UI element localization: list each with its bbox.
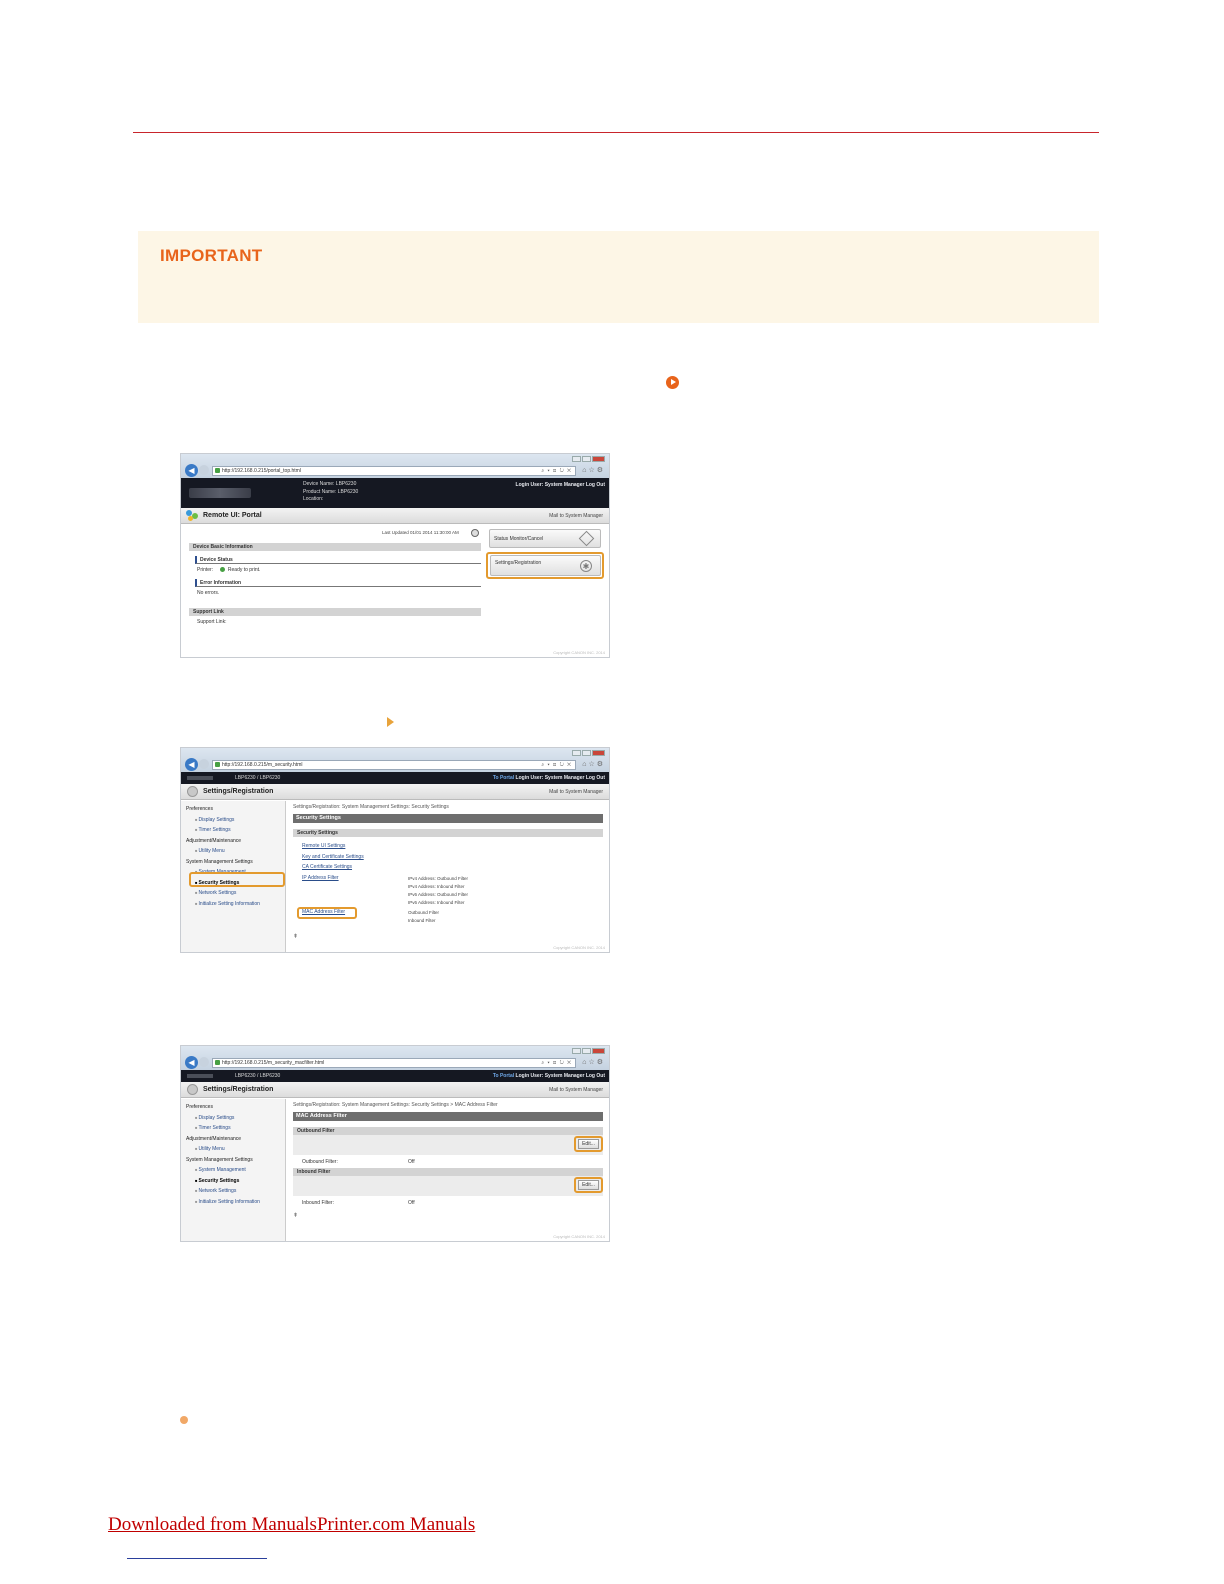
inbound-filter-header: Inbound Filter (293, 1168, 603, 1176)
sidebar-adjustment: Adjustment/Maintenance (186, 1135, 242, 1142)
sidebar-system-mgmt-settings: System Management Settings (186, 858, 253, 865)
security-links (293, 837, 603, 947)
status-monitor-icon (579, 531, 595, 547)
minimize-icon[interactable] (572, 456, 581, 462)
important-box (138, 231, 1099, 323)
back-arrow-icon[interactable]: ◀ (185, 1056, 198, 1069)
settings-gear-icon (187, 786, 198, 797)
settings-gear-icon (187, 1084, 198, 1095)
sidebar-item-system-management[interactable]: ■ System Management (181, 1165, 285, 1176)
sidebar-item-network-settings[interactable]: ■ Network Settings (181, 888, 285, 899)
minimize-icon[interactable] (572, 1048, 581, 1054)
ip-filter-description: IPv4 Address: Outbound Filter IPv4 Address: Inbound Filter IPv6 Address: Outbound Filter IPv6 Address: Inbound Filter (408, 876, 469, 905)
browser-chrome (181, 1046, 609, 1070)
screenshot-mac-filter (180, 1045, 610, 1242)
bullet-icon (180, 1416, 188, 1424)
maximize-icon[interactable] (582, 1048, 591, 1054)
page-titlebar (181, 508, 609, 524)
browser-chrome (181, 454, 609, 478)
settings-registration-button[interactable]: Settings/Registration ✱ (490, 555, 601, 576)
portal-icon (186, 510, 198, 522)
outbound-edit-button[interactable]: Edit... (578, 1139, 599, 1149)
breadcrumb: Settings/Registration: System Management Settings: Security Settings > MAC Address Filter (293, 1102, 498, 1108)
sidebar-system-mgmt-settings: System Management Settings (186, 1156, 253, 1163)
maximize-icon[interactable] (582, 750, 591, 756)
forward-arrow-icon[interactable] (199, 759, 209, 769)
sidebar-item-timer-settings[interactable]: ■ Timer Settings (181, 1123, 285, 1134)
home-star-gear-icons[interactable]: ⌂☆⚙ (582, 467, 605, 474)
brand-logo (189, 488, 251, 498)
model-name: LBP6230 / LBP6230 (235, 1073, 281, 1079)
page-title: Remote UI: Portal (203, 512, 262, 519)
ip-address-filter-link[interactable]: IP Address Filter (302, 875, 339, 881)
back-arrow-icon[interactable]: ◀ (185, 758, 198, 771)
sidebar-item-initialize[interactable]: ■ Initialize Setting Information (181, 1197, 285, 1208)
inbound-edit-row (293, 1176, 603, 1196)
footer-rule (127, 1558, 267, 1559)
sidebar-preferences: Preferences (186, 1104, 213, 1110)
address-bar[interactable]: http://192.168.0.215/portal_top.html ⌕ ▾ ⊡ ↻ ✕ (212, 466, 576, 476)
login-user[interactable]: To Portal Login User: System Manager Log Out (492, 775, 605, 781)
address-bar[interactable]: http://192.168.0.215/m_security.html ⌕ ▾ ⊡ ↻ ✕ (212, 760, 576, 770)
sidebar-item-network-settings[interactable]: ■ Network Settings (181, 1186, 285, 1197)
basic-info-header: Device Basic Information (189, 543, 481, 551)
sidebar-item-utility-menu[interactable]: ■ Utility Menu (181, 846, 285, 857)
outbound-filter-header: Outbound Filter (293, 1127, 603, 1135)
last-updated: Last Updated 01/01 2014 11:30:00 AM (382, 530, 459, 535)
home-star-gear-icons[interactable]: ⌂☆⚙ (582, 761, 605, 768)
close-icon[interactable] (592, 456, 605, 462)
sidebar-item-utility-menu[interactable]: ■ Utility Menu (181, 1144, 285, 1155)
inbound-filter-row: Inbound Filter: Off (302, 1200, 415, 1206)
inbound-edit-button[interactable]: Edit... (578, 1180, 599, 1190)
device-header (181, 1070, 609, 1082)
page-titlebar (181, 1082, 609, 1098)
key-cert-settings-link[interactable]: Key and Certificate Settings (302, 854, 364, 860)
sidebar-preferences: Preferences (186, 806, 213, 812)
page-title: Settings/Registration (203, 1086, 274, 1093)
minimize-icon[interactable] (572, 750, 581, 756)
device-header (181, 772, 609, 784)
brand-logo (187, 776, 213, 780)
browser-chrome (181, 748, 609, 772)
device-header (181, 478, 609, 508)
sidebar (181, 1099, 286, 1241)
sidebar-item-security-settings[interactable]: ■ Security Settings (181, 1176, 285, 1187)
mail-link[interactable]: Mail to System Manager (549, 1087, 603, 1093)
support-link-label: Support Link: (197, 619, 227, 625)
mac-address-filter-link[interactable]: MAC Address Filter (302, 909, 346, 915)
window-buttons (572, 456, 605, 462)
mac-filter-main (293, 1102, 603, 1219)
sidebar-item-display-settings[interactable]: ■ Display Settings (181, 1113, 285, 1124)
mac-filter-description: Outbound Filter Inbound Filter (408, 910, 440, 923)
back-arrow-icon[interactable]: ◀ (185, 464, 198, 477)
breadcrumb: Settings/Registration: System Management Settings: Security Settings (293, 804, 449, 810)
close-icon[interactable] (592, 1048, 605, 1054)
ca-cert-settings-link[interactable]: CA Certificate Settings (302, 864, 353, 870)
sidebar-item-system-management[interactable]: ■ System Management (181, 867, 285, 878)
printer-status-row: Printer: Ready to print. (197, 567, 261, 573)
security-main (293, 804, 603, 947)
login-user[interactable]: Login User: System Manager Log Out (515, 482, 605, 488)
page-title: Settings/Registration (203, 788, 274, 795)
device-status-header: Device Status (195, 556, 481, 564)
page-titlebar (181, 784, 609, 800)
security-settings-highlight (189, 872, 285, 887)
outbound-filter-row: Outbound Filter: Off (302, 1159, 415, 1165)
portal-main (189, 543, 481, 625)
scroll-top-icon[interactable]: ⇞ (293, 934, 299, 940)
home-star-gear-icons[interactable]: ⌂☆⚙ (582, 1059, 605, 1066)
screenshot-security-settings (180, 747, 610, 953)
remote-ui-settings-link[interactable]: Remote UI Settings (302, 843, 346, 849)
outbound-edit-row (293, 1135, 603, 1155)
login-user[interactable]: To Portal Login User: System Manager Log Out (492, 1073, 605, 1079)
scroll-top-icon[interactable]: ⇞ (293, 1213, 299, 1219)
screenshot-portal (180, 453, 610, 658)
link-arrow-icon[interactable] (666, 376, 679, 389)
copyright: Copyright CANON INC. 2014 (553, 650, 605, 655)
sidebar-item-timer-settings[interactable]: ■ Timer Settings (181, 825, 285, 836)
brand-logo (187, 1074, 213, 1078)
mail-link[interactable]: Mail to System Manager (549, 513, 603, 519)
status-ok-icon (220, 567, 225, 572)
security-section-header: Security Settings (293, 829, 603, 837)
close-icon[interactable] (592, 750, 605, 756)
error-info-header: Error Information (195, 579, 481, 587)
copyright: Copyright CANON INC. 2014 (553, 945, 605, 950)
copyright: Copyright CANON INC. 2014 (553, 1234, 605, 1239)
sidebar-item-security-settings[interactable]: ■ Security Settings (181, 878, 285, 889)
model-name: LBP6230 / LBP6230 (235, 775, 281, 781)
sidebar-item-display-settings[interactable]: ■ Display Settings (181, 815, 285, 826)
header-rule (133, 132, 1099, 133)
sidebar-adjustment: Adjustment/Maintenance (186, 837, 242, 844)
settings-gear-icon: ✱ (580, 560, 592, 572)
step-arrow-icon (387, 717, 394, 727)
address-bar[interactable]: http://192.168.0.215/m_security_macfilter.html ⌕ ▾ ⊡ ↻ ✕ (212, 1058, 576, 1068)
footer-download-link[interactable]: Downloaded from ManualsPrinter.com Manuals (108, 1514, 476, 1535)
sidebar-item-initialize[interactable]: ■ Initialize Setting Information (181, 899, 285, 910)
window-buttons (572, 1048, 605, 1054)
important-label: IMPORTANT (160, 246, 263, 265)
mac-filter-title-bar: MAC Address Filter (293, 1112, 603, 1121)
refresh-icon[interactable] (471, 529, 479, 537)
security-title-bar: Security Settings (293, 814, 603, 823)
window-buttons (572, 750, 605, 756)
no-errors: No errors. (197, 590, 220, 596)
forward-arrow-icon[interactable] (199, 1057, 209, 1067)
maximize-icon[interactable] (582, 456, 591, 462)
device-info: Device Name: LBP6230 Product Name: LBP6230 Location: (303, 481, 359, 502)
forward-arrow-icon[interactable] (199, 465, 209, 475)
mail-link[interactable]: Mail to System Manager (549, 789, 603, 795)
support-link-header: Support Link (189, 608, 481, 616)
status-monitor-button[interactable]: Status Monitor/Cancel (489, 529, 601, 548)
